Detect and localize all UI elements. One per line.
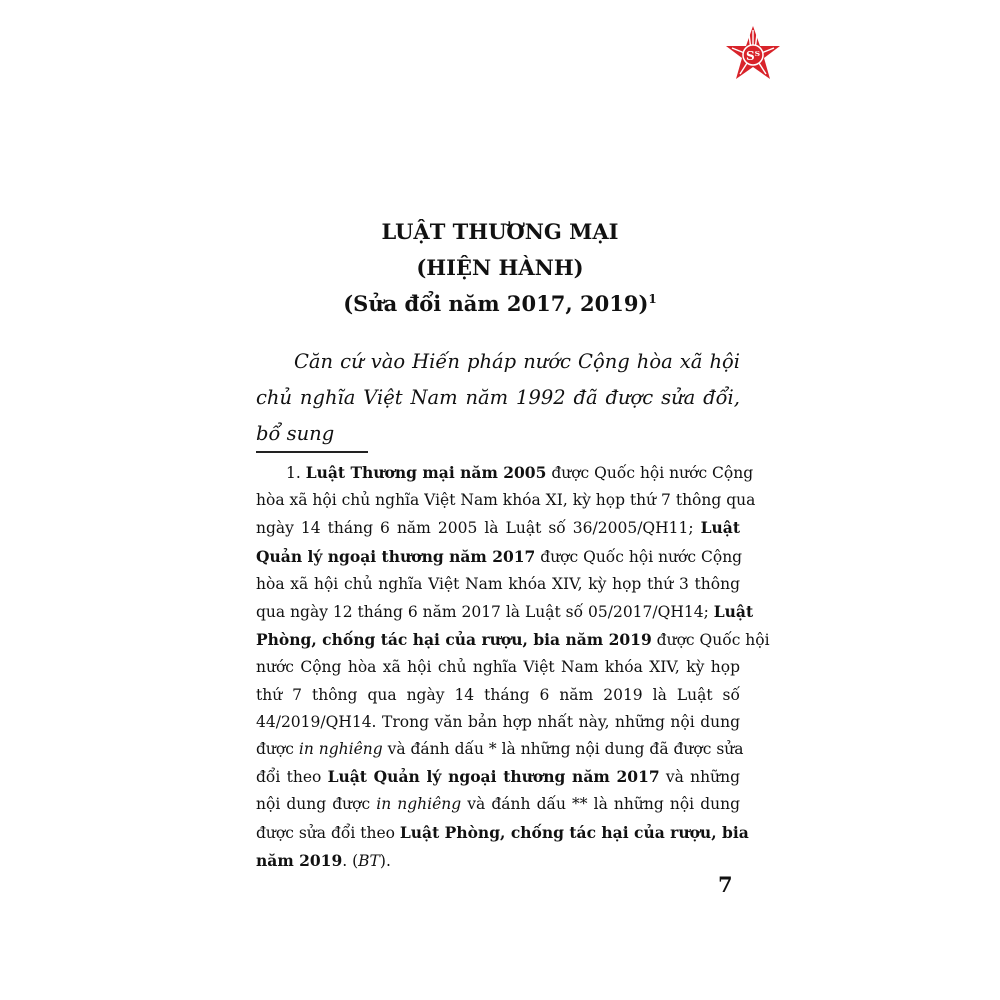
footnote-line: thứ 7 thông qua ngày 14 tháng 6 năm 2019 là Luật số <box>256 685 740 704</box>
red-star-emblem-icon <box>722 24 784 86</box>
footnote-divider <box>256 451 368 453</box>
document-title <box>0 214 1000 322</box>
footnote-line: đổi theo Luật Quản lý ngoại thương năm 2017 và những <box>256 767 740 787</box>
footnote-reference[interactable]: 1 <box>648 292 657 306</box>
footnote-line: ngày 14 tháng 6 năm 2005 là Luật số 36/2005/QH11; Luật <box>256 518 740 538</box>
footnote-line: 44/2019/QH14. Trong văn bản hợp nhất này, những nội dung <box>256 712 740 731</box>
title-line-1: LUẬT THƯƠNG MẠI <box>381 219 619 244</box>
title-line-3 <box>0 286 1000 322</box>
footnote-line: hòa xã hội chủ nghĩa Việt Nam khóa XI, kỳ họp thứ 7 thông qua <box>256 491 756 510</box>
footnote-line: nước Cộng hòa xã hội chủ nghĩa Việt Nam khóa XIV, kỳ họp <box>256 658 740 677</box>
page-number: 7 <box>718 872 733 897</box>
emblem-glyph: Sᵀ <box>745 49 761 63</box>
footnote-line: Phòng, chống tác hại của rượu, bia năm 2019 được Quốc hội <box>256 630 770 650</box>
footnote-line: được sửa đổi theo Luật Phòng, chống tác hại của rượu, bia <box>256 822 749 842</box>
title-line-2: (HIỆN HÀNH) <box>416 255 584 280</box>
title-amend-text: (Sửa đổi năm 2017, 2019) <box>343 291 649 316</box>
preamble-paragraph: Căn cứ vào Hiến pháp nước Cộng hòa xã hội chủ nghĩa Việt Nam năm 1992 đã được sửa đổi, bổ sung <box>256 350 740 445</box>
footnote-line: Quản lý ngoại thương năm 2017 được Quốc hội nước Cộng <box>256 546 743 566</box>
footnote-line: hòa xã hội chủ nghĩa Việt Nam khóa XIV, kỳ họp thứ 3 thông <box>256 574 740 593</box>
footnote-line: 1. Luật Thương mại năm 2005 được Quốc hội nước Cộng <box>286 463 754 482</box>
footnote-line: qua ngày 12 tháng 6 năm 2017 là Luật số 05/2017/QH14; Luật <box>256 602 754 622</box>
footnote-line: nội dung được in nghiêng và đánh dấu ** là những nội dung <box>256 795 741 814</box>
footnote-line: năm 2019. (BT). <box>256 850 391 870</box>
footnote-block <box>256 459 770 875</box>
footnote-line: được in nghiêng và đánh dấu * là những nội dung đã được sửa <box>256 740 744 759</box>
